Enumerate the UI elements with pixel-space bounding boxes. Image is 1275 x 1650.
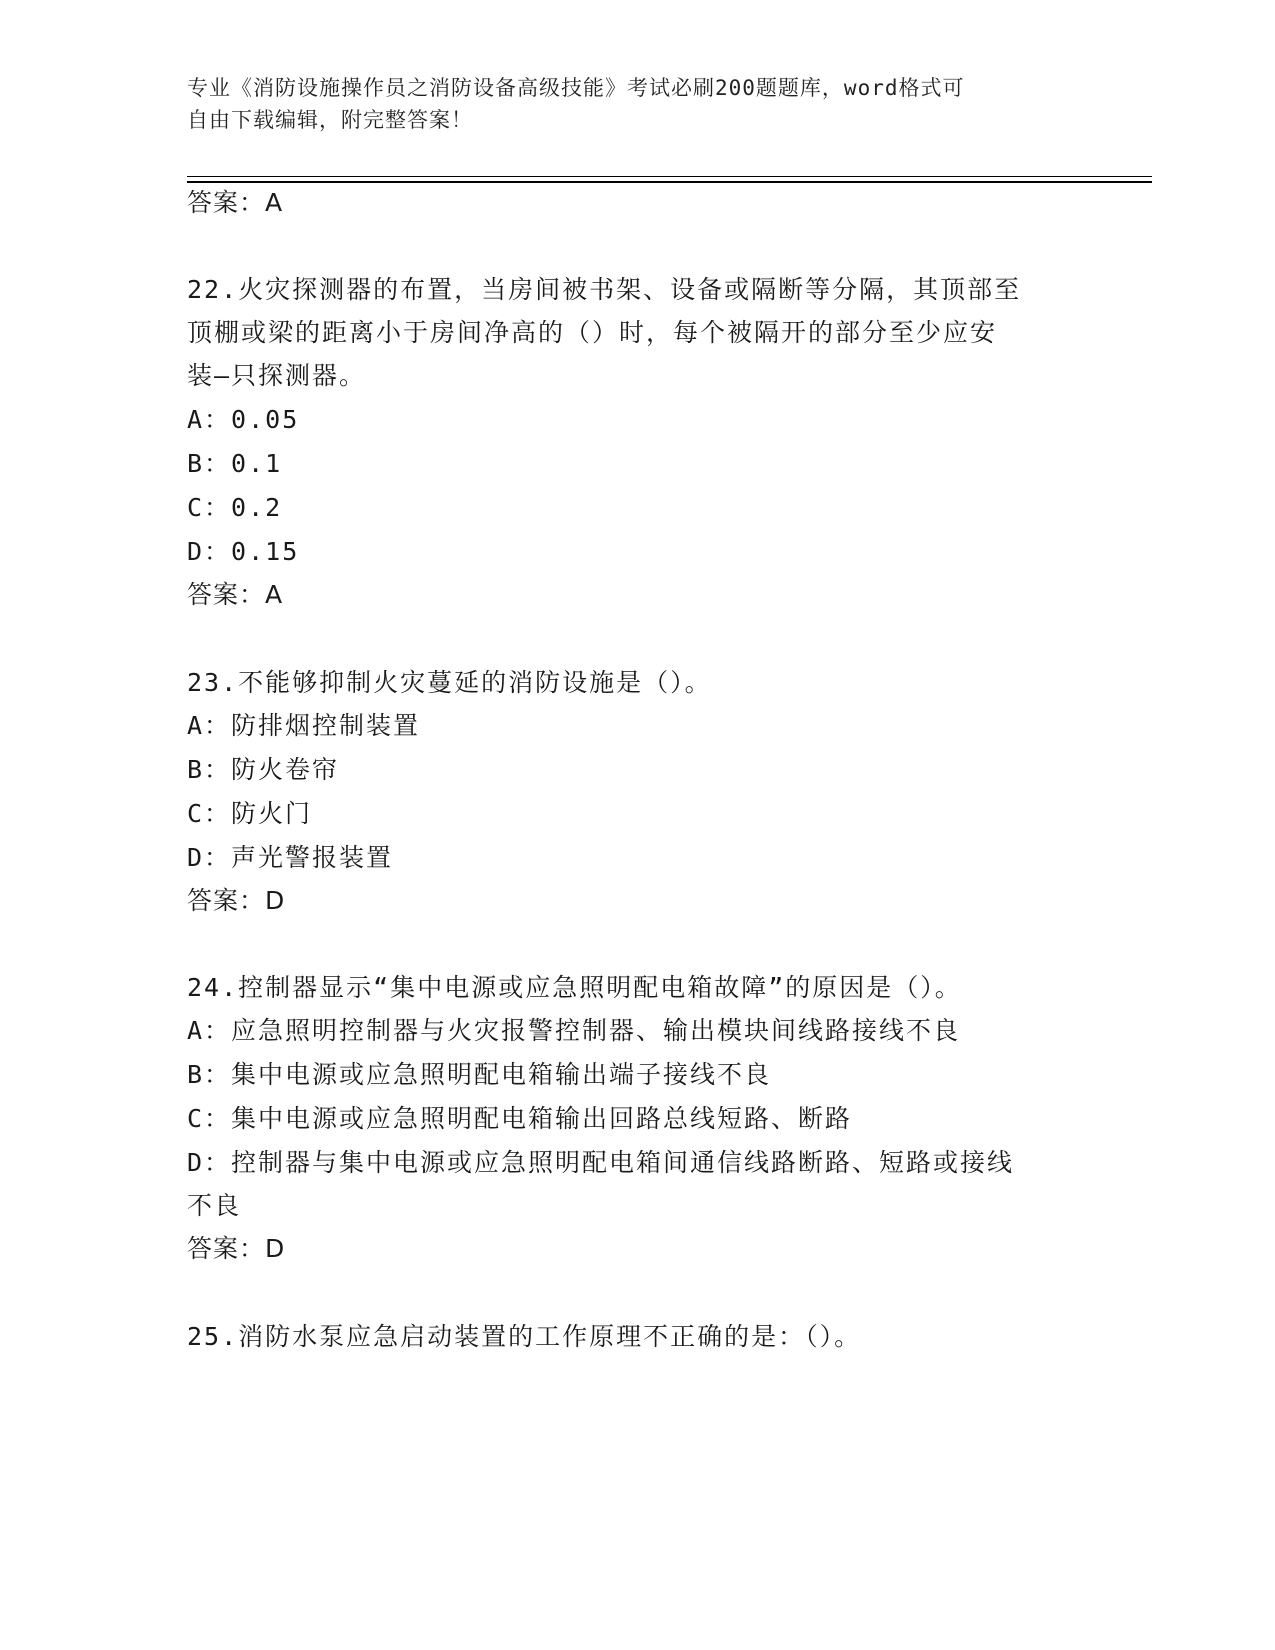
answer-23: 答案：D <box>187 886 286 915</box>
document-header <box>187 72 1067 136</box>
answer-22: 答案：A <box>187 580 284 609</box>
question-23-option-b: B：防火卷帘 <box>187 755 340 784</box>
question-24-option-d: D：控制器与集中电源或应急照明配电箱间通信线路断路、短路或接线 <box>187 1148 1015 1177</box>
question-25-line-1: 25.消防水泵应急启动装置的工作原理不正确的是：（）。 <box>187 1322 862 1351</box>
header-line-1: 专业《消防设施操作员之消防设备高级技能》考试必刷200题题库，word格式可 <box>187 76 965 100</box>
question-22-option-c: C：0.2 <box>187 493 283 522</box>
question-22-line-3: 装—只探测器。 <box>187 361 367 390</box>
question-24-line-1: 24.控制器显示“集中电源或应急照明配电箱故障”的原因是（）。 <box>187 973 962 1002</box>
question-22-line-1: 22.火灾探测器的布置，当房间被书架、设备或隔断等分隔，其顶部至 <box>187 275 1022 304</box>
question-24-option-d-continued: 不良 <box>187 1191 242 1220</box>
header-divider-thick <box>187 181 1152 183</box>
answer-24: 答案：D <box>187 1234 286 1263</box>
question-22-line-2: 顶棚或梁的距离小于房间净高的（）时，每个被隔开的部分至少应安 <box>187 318 998 347</box>
question-24-option-c: C：集中电源或应急照明配电箱输出回路总线短路、断路 <box>187 1104 853 1133</box>
header-divider-thin <box>187 176 1152 177</box>
question-23-line-1: 23.不能够抑制火灾蔓延的消防设施是（）。 <box>187 668 712 697</box>
question-22-option-b: B：0.1 <box>187 449 283 478</box>
question-22-option-d: D：0.15 <box>187 537 300 566</box>
header-line-2: 自由下载编辑，附完整答案！ <box>187 108 473 132</box>
answer-21: 答案：A <box>187 188 284 217</box>
question-23-option-a: A：防排烟控制装置 <box>187 711 421 740</box>
question-23-option-c: C：防火门 <box>187 799 313 828</box>
question-23-option-d: D：声光警报装置 <box>187 843 394 872</box>
question-24-option-b: B：集中电源或应急照明配电箱输出端子接线不良 <box>187 1060 772 1089</box>
question-22-option-a: A：0.05 <box>187 405 300 434</box>
question-24-option-a: A：应急照明控制器与火灾报警控制器、输出模块间线路接线不良 <box>187 1016 961 1045</box>
